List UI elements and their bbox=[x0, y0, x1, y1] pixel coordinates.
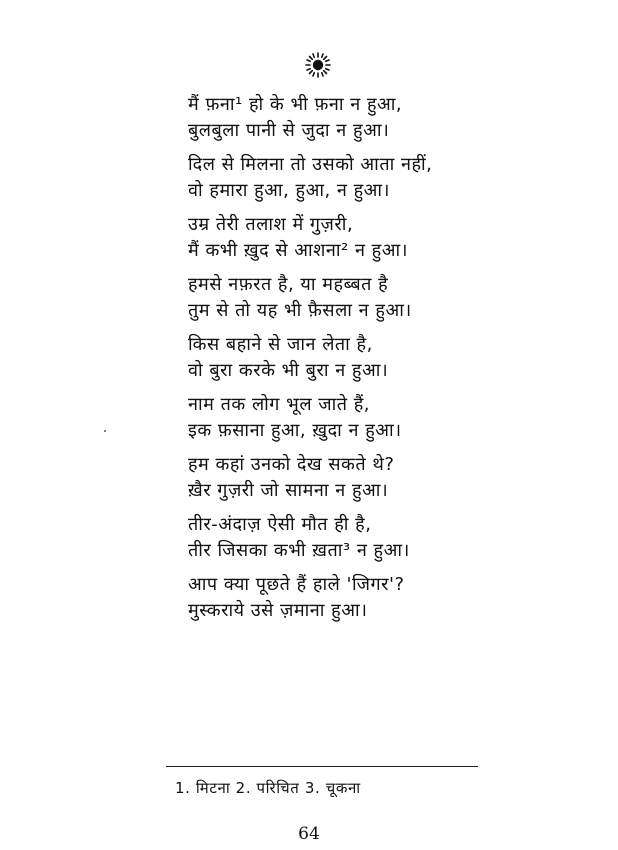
poem-line: आप क्या पूछते हैं हाले 'जिगर'? bbox=[188, 574, 405, 595]
poem-line: हम कहां उनको देख सकते थे? bbox=[188, 454, 395, 475]
poem-line: मुस्कराये उसे ज़माना हुआ। bbox=[188, 600, 368, 621]
stanza bbox=[188, 152, 478, 204]
poem-line: ख़ैर गुज़री जो सामना न हुआ। bbox=[188, 480, 389, 501]
poem-line: बुलबुला पानी से जुदा न हुआ। bbox=[188, 120, 390, 141]
stanza bbox=[188, 452, 478, 504]
poem-line: वो बुरा करके भी बुरा न हुआ। bbox=[188, 360, 389, 381]
poem-line: तुम से तो यह भी फ़ैसला न हुआ। bbox=[188, 300, 412, 321]
sun-ornament-icon bbox=[305, 52, 331, 78]
stanza bbox=[188, 392, 478, 444]
poem-line: तीर-अंदाज़ ऐसी मौत ही है, bbox=[188, 514, 372, 535]
poem-line: दिल से मिलना तो उसको आता नहीं, bbox=[188, 154, 433, 175]
poem-line: वो हमारा हुआ, हुआ, न हुआ। bbox=[188, 180, 390, 201]
stanza bbox=[188, 272, 478, 324]
stanza bbox=[188, 572, 478, 624]
poem-line: किस बहाने से जान लेता है, bbox=[188, 334, 373, 355]
poem-line: उम्र तेरी तलाश में गुज़री, bbox=[188, 214, 354, 235]
poem-line: इक फ़साना हुआ, ख़ुदा न हुआ। bbox=[188, 420, 402, 441]
stanza bbox=[188, 212, 478, 264]
stanza bbox=[188, 332, 478, 384]
poem-line: मैं कभी ख़ुद से आशना² न हुआ। bbox=[188, 240, 408, 261]
stanza bbox=[188, 512, 478, 564]
poem bbox=[188, 92, 478, 632]
poem-line: मैं फ़ना¹ हो के भी फ़ना न हुआ, bbox=[188, 94, 403, 115]
stanza bbox=[188, 92, 478, 144]
poem-line: हमसे नफ़रत है, या महब्बत है bbox=[188, 274, 389, 295]
footnote-divider bbox=[166, 766, 478, 767]
page-number: 64 bbox=[298, 824, 320, 844]
poem-line: तीर जिसका कभी ख़ता³ न हुआ। bbox=[188, 540, 410, 561]
stray-mark bbox=[104, 430, 106, 432]
poem-line: नाम तक लोग भूल जाते हैं, bbox=[188, 394, 371, 415]
footnotes: 1. मिटना 2. परिचित 3. चूकना bbox=[175, 779, 361, 797]
